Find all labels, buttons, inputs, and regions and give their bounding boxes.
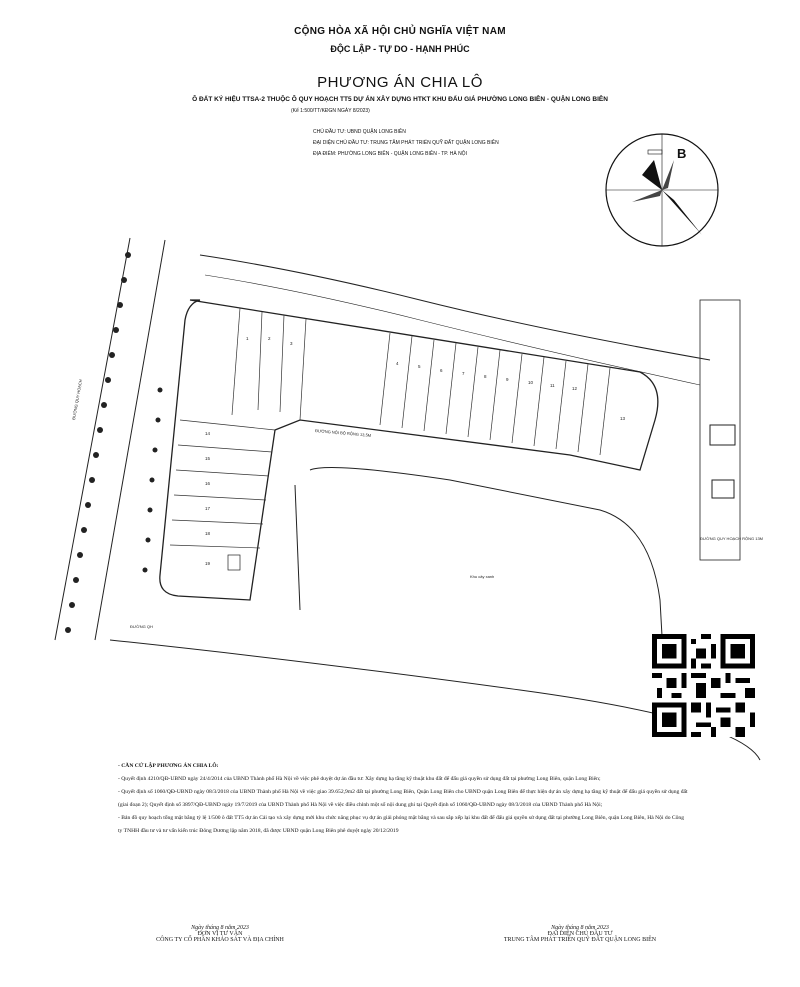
lot-label: 2 (268, 336, 271, 341)
investor-signature-block (450, 925, 710, 943)
signature-date: Ngày tháng 8 năm 2023 (551, 925, 609, 931)
note-item: - Quyết định số 1060/QĐ-UBND ngày 08/3/2018 của UBND Thành phố Hà Nội về việc giao 39.652,9m2 đất tại phường Long Biên, Quận Long Biên cho UBND quận Long Biên để thực hiện dự án xây dựng hạ tầng kỹ thuật để đấu giá quyền sử dụng đất (giai đoạn 2); Quyết định số 3897/QĐ-UBND ngày 19/7/2019 của UBND Thành phố Hà Nội về việc điều chỉnh một số nội dung ghi tại Quyết định số 1060/QĐ-UBND ngày 08/3/2018 của UBND Thành phố Hà Nội; (118, 789, 688, 808)
note-item: - Quyết định 4210/QĐ-UBND ngày 24/4/2014 của UBND Thành phố Hà Nội về việc phê duyệt dự án đầu tư: Xây dựng hạ tầng kỹ thuật khu đất để đấu giá quyền sử dụng đất tại phường Long Biên, quận Long Biên; (118, 776, 601, 782)
lot-label: 7 (462, 371, 465, 376)
signature-date: Ngày tháng 8 năm 2023 (191, 925, 249, 931)
lot-label: 9 (506, 377, 509, 382)
note-item: - Bản đồ quy hoạch tổng mặt bằng tỷ lệ 1/500 ô đất TT5 dự án Cải tạo và xây dựng mới khu chức năng phục vụ dự án giải phóng mặt bằng và sau sắp xếp lại khu đất để đấu giá quyền sử dụng đất tại phường Long Biên, quận Long Biên, Hà Nội do Công ty TNHH đầu tư và tư vấn kiến trúc Đông Dương lập năm 2018, đã được UBND quận Long Biên phê duyệt ngày 20/12/2019 (118, 815, 685, 834)
left-road-edge-outer (55, 238, 130, 640)
signature-role: ĐƠN VỊ TƯ VẤN (197, 931, 243, 937)
representative-info: ĐẠI DIỆN CHỦ ĐẦU TƯ: TRUNG TÂM PHÁT TRIỂN QUỸ ĐẤT QUẬN LONG BIÊN (313, 140, 499, 146)
lot-label: 15 (205, 456, 211, 461)
lot-label: 12 (572, 386, 578, 391)
lot-label: 3 (290, 341, 293, 346)
top-road-edge (200, 255, 710, 360)
left-road-label: ĐƯỜNG QUY HOẠCH (71, 378, 84, 421)
signature-org: TRUNG TÂM PHÁT TRIỂN QUỸ ĐẤT QUẬN LONG BIÊN (503, 937, 657, 943)
lot-label: 10 (528, 380, 534, 385)
lot-label: 14 (205, 431, 211, 436)
lot-label: 18 (205, 531, 211, 536)
lot-label: 11 (550, 383, 555, 388)
motto-header: ĐỘC LẬP - TỰ DO - HẠNH PHÚC (330, 44, 470, 54)
lot-label: 1 (246, 336, 249, 341)
north-arrow-compass (602, 130, 722, 250)
signature-role: ĐẠI DIỆN CHỦ ĐẦU TƯ (547, 931, 613, 937)
signature-org: CÔNG TY CỔ PHẦN KHẢO SÁT VÀ ĐỊA CHÍNH (156, 937, 284, 943)
bottom-road-label: ĐƯỜNG QH (130, 624, 153, 629)
lot-label: 5 (418, 364, 421, 369)
internal-road-label: ĐƯỜNG NỘI BỘ RỘNG 13,5M (314, 428, 372, 438)
document-subtitle: Ô ĐẤT KÝ HIỆU TTSA-2 THUỘC Ô QUY HOẠCH TT5 DỰ ÁN XÂY DỰNG HTKT KHU ĐẤU GIÁ PHƯỜNG LONG BIÊN - QUẬN LONG BIÊN (192, 96, 608, 103)
lot-label: 17 (205, 506, 211, 511)
lot-label: 19 (205, 561, 211, 566)
lot-label: 6 (440, 368, 443, 373)
compass-label: B (677, 146, 687, 161)
location-info: ĐỊA ĐIỂM: PHƯỜNG LONG BIÊN - QUẬN LONG BIÊN - TP. HÀ NỘI (313, 151, 467, 157)
owner-info: CHỦ ĐẦU TƯ: UBND QUẬN LONG BIÊN (313, 129, 406, 135)
lot-label: 8 (484, 374, 487, 379)
legal-basis-notes (118, 760, 688, 838)
country-header: CỘNG HÒA XÃ HỘI CHỦ NGHĨA VIỆT NAM (294, 26, 506, 37)
document-subtitle-ref: (Kể 1:500/TT/KĐGN NGÀY 8/2023) (291, 108, 370, 114)
lot-label: 4 (396, 361, 399, 366)
right-road-label: ĐƯỜNG QUY HOẠCH RỘNG 13M (700, 536, 764, 541)
lot-label: 13 (620, 416, 626, 421)
green-area-label: Khu cây xanh (470, 574, 495, 579)
notes-heading: - CĂN CỨ LẬP PHƯƠNG ÁN CHIA LÔ: (118, 763, 219, 769)
document-title: PHƯƠNG ÁN CHIA LÔ (317, 74, 483, 91)
consultant-signature-block (110, 925, 330, 943)
lot-label: 16 (205, 481, 211, 486)
qr-code (651, 634, 756, 737)
